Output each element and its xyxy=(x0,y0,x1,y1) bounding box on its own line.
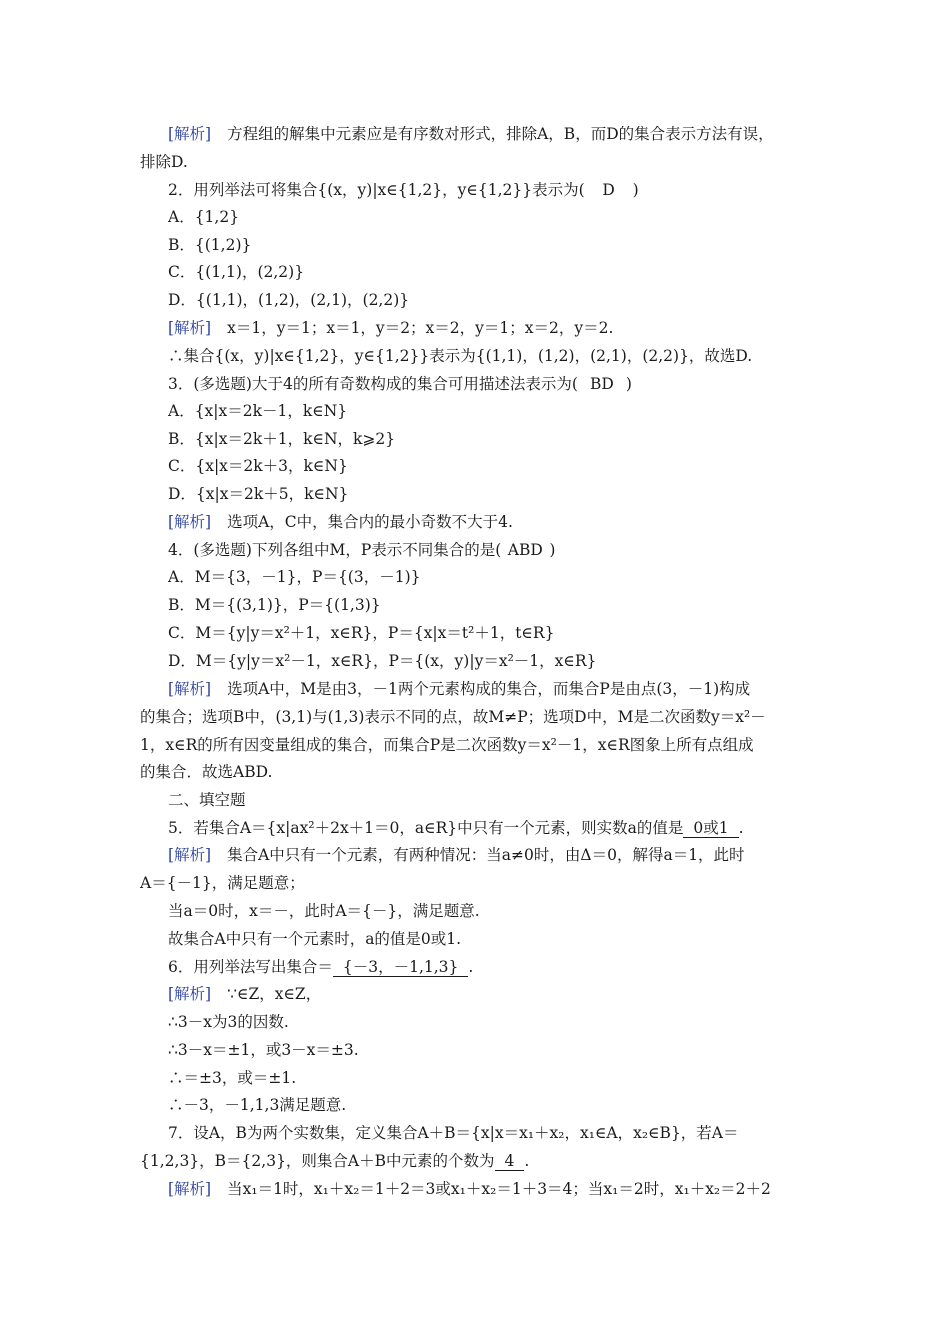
option-d: D．{(1,1)，(1,2)，(2,1)，(2,2)} xyxy=(168,291,410,309)
option-d: D．M＝{y|y＝x²－1，x∈R}，P＝{(x，y)|y＝x²－1，x∈R} xyxy=(168,652,597,670)
question-end: ) xyxy=(549,541,556,559)
option-c: C．{x|x＝2k＋3，k∈N} xyxy=(168,457,348,475)
option-c: C．{(1,1)，(2,2)} xyxy=(168,263,305,281)
option-b: B．{(1,2)} xyxy=(168,236,252,254)
analysis-text: 当x₁＝1时，x₁＋x₂＝1＋2＝3或x₁＋x₂＝1＋3＝4；当x₁＝2时，x₁＋x₂＝2＋2 xyxy=(227,1180,771,1198)
question-end: . xyxy=(524,1152,530,1170)
analysis-text: 选项A中，M是由3，－1两个元素构成的集合，而集合P是由点(3，－1)构成 xyxy=(227,680,751,698)
analysis-q1 xyxy=(168,124,815,144)
text-line: 当a＝0时，x＝－，此时A＝{－}，满足题意. xyxy=(168,902,480,920)
question-stem: {1,2,3}，B＝{2,3}，则集合A＋B中元素的个数为 xyxy=(140,1152,495,1170)
option-b: B．{x|x＝2k＋1，k∈N，k⩾2} xyxy=(168,430,396,448)
text-line: ∴－3，－1,1,3满足题意. xyxy=(168,1096,347,1114)
analysis-tag: [解析] xyxy=(168,319,212,337)
question-stem: 3．(多选题)大于4的所有奇数构成的集合可用描述法表示为( xyxy=(168,375,578,393)
text-line: 的集合；选项B中，(3,1)与(1,3)表示不同的点，故M≠P；选项D中，M是二次函数y＝x²－ xyxy=(140,708,766,726)
text-line: A＝{－1}，满足题意； xyxy=(140,874,305,892)
text-line: 排除D. xyxy=(140,153,188,171)
option-b: B．M＝{(3,1)}，P＝{(1,3)} xyxy=(168,596,381,614)
answer-blank: 4 xyxy=(495,1152,525,1171)
analysis-text: ∵∈Z，x∈Z， xyxy=(227,985,322,1003)
answer: BD xyxy=(589,375,614,393)
analysis-q5 xyxy=(168,845,815,865)
question-end: ) xyxy=(632,181,639,199)
option-a: A．{1,2} xyxy=(168,208,240,226)
option-a: A．M＝{3，－1}，P＝{(3，－1)} xyxy=(168,568,421,586)
text-line: 的集合．故选ABD. xyxy=(140,763,273,781)
analysis-tag: [解析] xyxy=(168,513,212,531)
answer: ABD xyxy=(507,541,543,559)
question-6 xyxy=(168,957,815,977)
question-end: ) xyxy=(625,375,632,393)
analysis-tag: [解析] xyxy=(168,680,212,698)
question-stem: 6．用列举法写出集合＝ xyxy=(168,958,333,976)
analysis-text: 集合A中只有一个元素，有两种情况：当a≠0时，由Δ＝0，解得a＝1，此时 xyxy=(227,846,745,864)
section-heading: 二、填空题 xyxy=(168,791,246,809)
analysis-tag: [解析] xyxy=(168,1180,212,1198)
analysis-q3 xyxy=(168,512,815,532)
text-line: ∴3－x为3的因数. xyxy=(168,1013,289,1031)
analysis-q4 xyxy=(168,679,815,699)
text-line: ∴＝±3，或＝±1. xyxy=(168,1069,297,1087)
option-c: C．M＝{y|y＝x²＋1，x∈R}，P＝{x|x＝t²＋1，t∈R} xyxy=(168,624,555,642)
text-line: ∴集合{(x，y)|x∈{1,2}，y∈{1,2}}表示为{(1,1)，(1,2)，(2,1)，(2,2)}，故选D. xyxy=(168,347,753,365)
analysis-q6 xyxy=(168,984,815,1004)
analysis-text: 选项A，C中，集合内的最小奇数不大于4. xyxy=(227,513,513,531)
answer-blank: {－3，－1,1,3} xyxy=(333,958,469,977)
analysis-tag: [解析] xyxy=(168,125,212,143)
text-line: 1，x∈R的所有因变量组成的集合，而集合P是二次函数y＝x²－1，x∈R图象上所有点组成 xyxy=(140,736,754,754)
question-2 xyxy=(168,180,815,200)
question-stem: 5．若集合A＝{x|ax²＋2x＋1＝0，a∈R}中只有一个元素，则实数a的值是 xyxy=(168,819,684,837)
question-stem: 2．用列举法可将集合{(x，y)|x∈{1,2}，y∈{1,2}}表示为( xyxy=(168,181,585,199)
question-end: . xyxy=(468,958,474,976)
analysis-q7 xyxy=(168,1179,815,1199)
question-7-cont xyxy=(140,1151,815,1171)
question-5 xyxy=(168,818,815,838)
question-3 xyxy=(168,374,815,394)
answer-blank: 0或1 xyxy=(683,819,738,838)
question-4 xyxy=(168,540,815,560)
text-line: 故集合A中只有一个元素时，a的值是0或1. xyxy=(168,930,462,948)
text-line: ∴3－x＝±1，或3－x＝±3. xyxy=(168,1041,359,1059)
analysis-text: x＝1，y＝1；x＝1，y＝2；x＝2，y＝1；x＝2，y＝2. xyxy=(227,319,614,337)
question-stem: 4．(多选题)下列各组中M，P表示不同集合的是( xyxy=(168,541,502,559)
option-d: D．{x|x＝2k＋5，k∈N} xyxy=(168,485,349,503)
question-end: . xyxy=(738,819,744,837)
option-a: A．{x|x＝2k－1，k∈N} xyxy=(168,402,348,420)
analysis-tag: [解析] xyxy=(168,846,212,864)
analysis-q2 xyxy=(168,318,815,338)
analysis-text: 方程组的解集中元素应是有序数对形式，排除A，B，而D的集合表示方法有误， xyxy=(227,125,774,143)
analysis-tag: [解析] xyxy=(168,985,212,1003)
answer: D xyxy=(602,181,615,199)
question-7: 7．设A，B为两个实数集，定义集合A＋B＝{x|x＝x₁＋x₂，x₁∈A，x₂∈B}，若A＝ xyxy=(168,1124,739,1142)
